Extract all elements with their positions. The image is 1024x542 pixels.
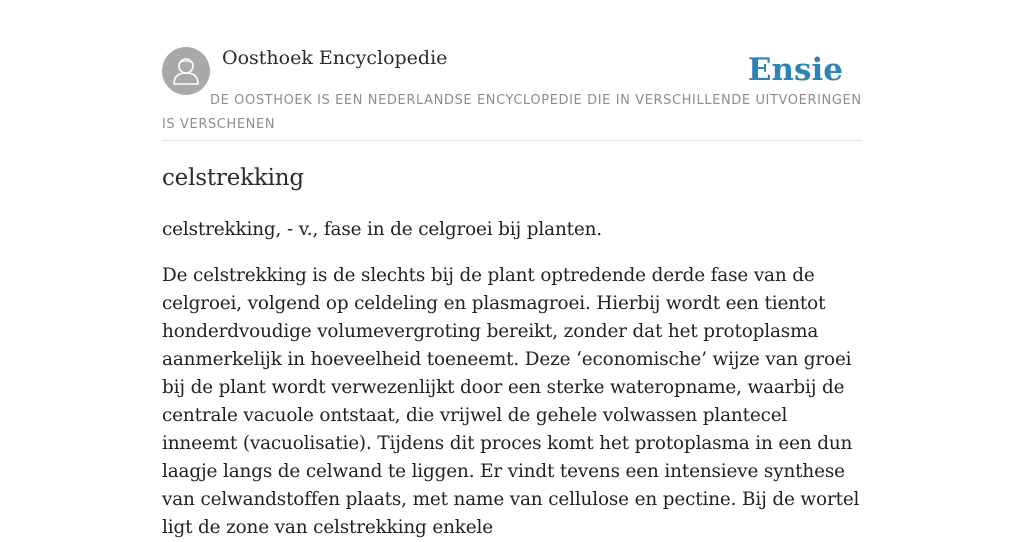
article-definition: celstrekking, - v., fase in de celgroei bij planten. [162,219,603,240]
source-name-link[interactable]: Oosthoek Encyclopedie [222,47,448,69]
source-tagline: DE OOSTHOEK IS EEN NEDERLANDSE ENCYCLOPEDIE DIE IN VERSCHILLENDE UITVOERINGEN IS VERSCHENEN [162,93,862,132]
brand-logo-link[interactable]: Ensie [747,52,843,88]
article [162,160,862,542]
user-icon [162,47,210,95]
source-avatar[interactable] [162,47,210,95]
source-header [162,46,862,141]
article-body: De celstrekking is de slechts bij de plant optredende derde fase van de celgroei, volgend op celdeling en plasmagroei. Hierbij wordt een tientot honderdvoudige volumevergroting bereikt, zonder dat het protoplasma aanmerkelijk in hoeveelheid toeneemt. Deze ‘economische’ wijze van groei bij de plant wordt verwezenlijkt door een sterke wateropname, waarbij de centrale vacuole ontstaat, die vrijwel de gehele volwassen plantecel inneemt (vacuolisatie). Tijdens dit proces komt het protoplasma in een dun laagje langs de celwand te liggen. Er vindt tevens een intensieve synthese van celwandstoffen plaats, met name van cellulose en pectine. Bij de wortel ligt de zone van celstrekking enkele [162,265,860,538]
article-title: celstrekking [162,165,304,191]
